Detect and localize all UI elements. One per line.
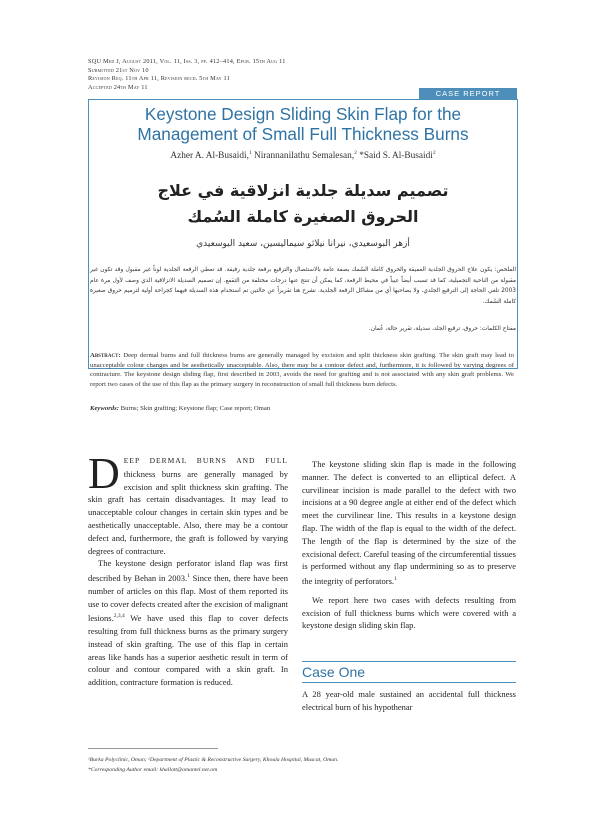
- arabic-keywords: مفتاح الكلمات: حروق، ترقيع الجلد، سديلة، تقرير حالة، عُمان.: [368, 326, 516, 332]
- journal-header: [88, 58, 286, 92]
- intro-paragraph: [88, 449, 288, 557]
- affiliations-note: ¹Burka Polyclinic, Oman; ²Department of Plastic & Reconstructive Surgery, Khoula Hospital, Muscat, Oman.: [88, 757, 339, 763]
- intro-text: thickness burns are generally managed by excision and split thickness skin grafting. The skin graft has certain disadvantages. It may lead to unacceptable colour changes in certain skin types and be aesthetically unacceptable. Also, there may be a contour defect and, furthermore, the graft is followed by varying degrees of contracture.: [88, 468, 288, 556]
- lead-in: EEP DERMAL BURNS AND FULL: [123, 456, 288, 465]
- accepted-line: Accepted 24th May 11: [88, 83, 148, 91]
- drop-cap: D: [88, 449, 120, 498]
- history-paragraph: [88, 557, 288, 689]
- case-one-paragraph: A 28 year-old male sustained an accidental full thickness electrical burn of his hypothenar: [302, 689, 516, 712]
- arabic-title: [88, 178, 518, 230]
- citation-1: 1: [187, 573, 190, 580]
- arabic-abstract: الملخص: يكون علاج الحروق الجلدية العميقة والحروق كاملة السُمك بصفة عامة بالاستئصال والترقيع برقعة جلدية رقيقة. قد تعطي الرقعة الجلدية لوناً غير مقبول وقد تكون غير مقبولة من الناحية التجميلية، كما قد تسبب أيضاً عيباً في محيط الرقعة، كما يمكن أن تنتج عنها درجات مختلفة من التقفع. إن تصميم السديلة الانزلاقية الذي وصف لأول مرة عام 2003 تلغي الحاجة إلى الترقيع الجلدي، ولا يصاحبها أي من مشاكل الرقعة الجلدية. نشرح هنا تقريراً عن حالتين تم استخدام هذه السديلة فيهما كجراحة أولية لترميم حروق صغيرة كاملة السُمك.: [90, 267, 516, 305]
- case-report-badge: CASE REPORT: [419, 88, 517, 99]
- arabic-authors: أزهر البوسعيدي، نيرانا نيلاثو سيماليسين، سعيد البوسعيدي: [196, 239, 410, 249]
- title-line-2: Management of Small Full Thickness Burns: [137, 124, 469, 144]
- keywords-label: Keywords:: [90, 405, 119, 412]
- report-paragraph: We report here two cases with defects resulting from excision of full thickness burns which were covered with a keystone design sliding skin flap.: [302, 594, 516, 631]
- footnote-rule: [88, 748, 218, 749]
- body-column-right: [302, 458, 516, 632]
- body-column-left: [88, 449, 288, 689]
- abstract-label: Abstract:: [90, 352, 121, 359]
- submitted-line: Submitted 21st Nov 10: [88, 66, 149, 74]
- author-2-affil: 2: [354, 150, 357, 156]
- case-one-text: [302, 688, 516, 714]
- technique-text: The keystone sliding skin flap is made in the following manner. The defect is converted to an elliptical defect. A curvilinear incision is made parallel to the defect with two incisions at a 90 degree angle at either end of the defect which meet the curvilinear line. This results in a keystone design flap. The width of the flap is equal to the width of the defect. The length of the flap is determined by the size of the excisional defect. Careful teasing of the circumferential tissues is performed without any flap undermining so as to preserve the integrity of perforators.: [302, 459, 516, 586]
- section-rule-bottom: [302, 682, 516, 683]
- technique-paragraph: [302, 458, 516, 588]
- citation-2-4: 2,3,4: [113, 613, 125, 620]
- keywords-text: Burns; Skin grafting; Keystone flap; Case report; Oman: [118, 405, 271, 412]
- abstract-text: Deep dermal burns and full thickness burns are generally managed by excision and split thickness skin grafting. The skin graft may lead to unacceptable colour changes and be aesthetically unacceptable. Also, there may be a contour defect and, furthermore, it is followed by varying degrees of contracture. The keystone design sliding flap, first described in 2003, avoids the need for grafting and is not associated with any skin graft problems. We report two cases of the use of this flap as the primary surgery in reconstruction of small full thickness burn defects.: [90, 352, 514, 388]
- author-3: *Said S. Al-Busaidi: [359, 151, 433, 162]
- corresponding-author-note: *Corresponding Author email: khallott@omantel.net.om: [88, 767, 218, 773]
- history-text-2: Since then, there have been number of articles on this flap. Most of them reported its use to cover defects created after the excision of malignant lesions.: [88, 573, 288, 624]
- history-text-3: We have used this flap to cover defects resulting from full thickness burns as the primary surgery instead of skin grafting. The use of this flap in certain areas like hands has a superior aesthetic result in term of colour and contour compared with a skin graft. In addition, contracture formation is reduced.: [88, 613, 288, 688]
- author-list: [88, 150, 518, 161]
- arabic-title-line-2: الحروق الصغيرة كاملة السُمك: [187, 207, 419, 226]
- section-rule-top: [302, 661, 516, 662]
- article-title: [88, 104, 518, 144]
- author-1: Azher A. Al-Busaidi,: [170, 151, 249, 162]
- case-one-heading: Case One: [302, 664, 366, 680]
- footnotes: [88, 755, 518, 775]
- citation-1-b: 1: [394, 576, 397, 583]
- history-text-1: The keystone design perforator island flap was first described by Behan in 2003.: [88, 558, 288, 583]
- keywords: [90, 405, 514, 412]
- author-1-affil: 1: [248, 150, 252, 156]
- author-2: Nirannanilathu Semalesan,: [253, 151, 355, 162]
- citation-line: SQU Med J, August 2011, Vol. 11, Iss. 3, pp. 412–414, Epub. 15th Aug 11: [88, 58, 286, 65]
- english-abstract: [90, 351, 514, 389]
- author-3-affil: 2: [432, 150, 436, 156]
- arabic-title-line-1: تصميم سديلة جلدية انزلاقية في علاج: [157, 181, 449, 200]
- title-line-1: Keystone Design Sliding Skin Flap for the: [144, 104, 462, 124]
- revision-line: Revision Req. 11th Apr 11, Revision recd. 5th May 11: [88, 75, 230, 83]
